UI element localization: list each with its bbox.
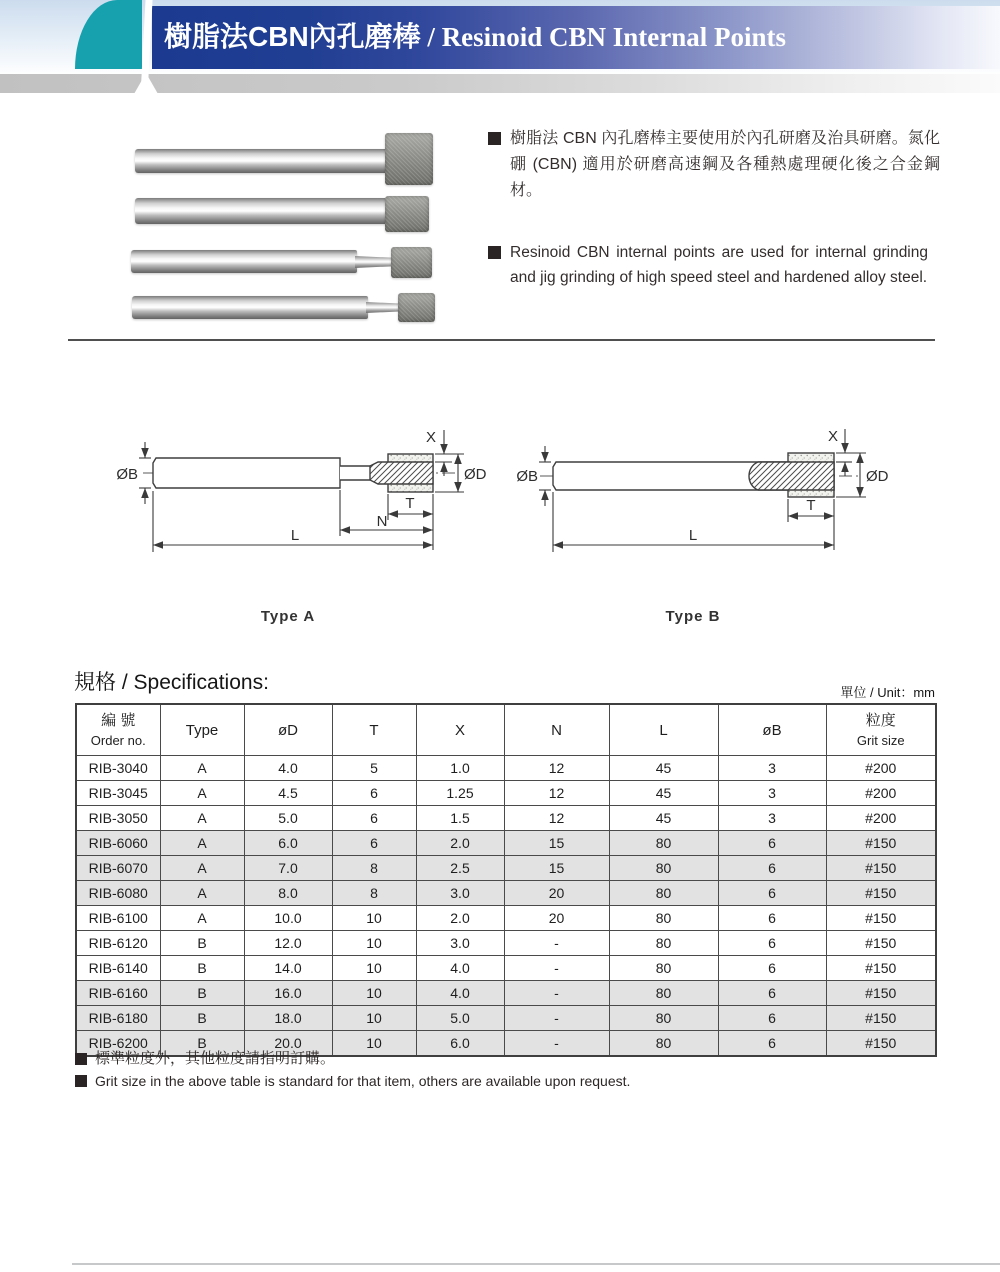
tool3-neck <box>355 256 393 268</box>
table-cell: 10 <box>332 1031 416 1057</box>
table-cell: 12 <box>504 806 609 831</box>
table-cell: 6 <box>718 981 826 1006</box>
table-row <box>76 931 936 956</box>
table-cell: 80 <box>609 981 718 1006</box>
table-cell: #150 <box>826 981 936 1006</box>
bullet-square-icon <box>75 1053 87 1065</box>
table-cell: 10 <box>332 956 416 981</box>
column-header: T <box>332 704 416 756</box>
table-cell: #200 <box>826 781 936 806</box>
table-row <box>76 831 936 856</box>
neck-body <box>340 467 370 480</box>
section-divider <box>68 339 935 341</box>
table-cell: 2.0 <box>416 906 504 931</box>
table-cell: A <box>160 756 244 781</box>
table-cell: 6 <box>718 831 826 856</box>
page-title-en: Resinoid CBN Internal Points <box>441 22 786 52</box>
table-cell: 8 <box>332 881 416 906</box>
tool4-neck <box>366 302 400 313</box>
table-row <box>76 781 936 806</box>
dim-label-layer: X <box>425 429 436 446</box>
table-cell: 3.0 <box>416 931 504 956</box>
dim-label-head-len: T <box>806 497 816 514</box>
table-cell: 20 <box>504 906 609 931</box>
table-cell: A <box>160 856 244 881</box>
bullet-square-icon <box>75 1075 87 1087</box>
table-cell: 80 <box>609 956 718 981</box>
table-cell: 5.0 <box>416 1006 504 1031</box>
bullet-square-icon <box>488 132 501 145</box>
table-cell: 6 <box>718 931 826 956</box>
table-cell: RIB-3040 <box>76 756 160 781</box>
table-cell: 20.0 <box>244 1031 332 1057</box>
table-cell: A <box>160 831 244 856</box>
table-cell: 80 <box>609 1006 718 1031</box>
table-cell: 80 <box>609 856 718 881</box>
table-cell: #150 <box>826 1006 936 1031</box>
table-cell: B <box>160 1006 244 1031</box>
page-title <box>152 6 1000 68</box>
table-cell: 45 <box>609 781 718 806</box>
table-cell: RIB-3045 <box>76 781 160 806</box>
table-cell: 15 <box>504 856 609 881</box>
table-cell: RIB-6080 <box>76 881 160 906</box>
table-cell: 10 <box>332 931 416 956</box>
dim-label-shank-dia: ØB <box>116 466 138 483</box>
specifications-table <box>75 703 937 1057</box>
table-cell: 3 <box>718 806 826 831</box>
table-cell: RIB-6160 <box>76 981 160 1006</box>
column-header: L <box>609 704 718 756</box>
column-header: Type <box>160 704 244 756</box>
column-header: øD <box>244 704 332 756</box>
table-row <box>76 806 936 831</box>
table-cell: A <box>160 781 244 806</box>
tool2-abrasive-head <box>385 196 429 232</box>
tool1-shaft <box>135 149 387 173</box>
table-cell: #200 <box>826 806 936 831</box>
table-cell: - <box>504 981 609 1006</box>
table-cell: 16.0 <box>244 981 332 1006</box>
intro-en-block <box>488 240 928 290</box>
table-row <box>76 881 936 906</box>
type-b-diagram <box>500 400 940 630</box>
page-title-divider: / <box>420 22 442 52</box>
intro-en-text: Resinoid CBN internal points are used for internal grinding and jig grinding of high speed steel and hardened alloy steel. <box>510 244 928 286</box>
table-cell: 10 <box>332 1006 416 1031</box>
column-header: 粒度 Grit size <box>826 704 936 756</box>
dim-label-shank-dia: ØB <box>516 468 538 485</box>
column-header: X <box>416 704 504 756</box>
table-cell: 4.0 <box>416 981 504 1006</box>
tool4-abrasive-head <box>398 293 435 322</box>
table-cell: 6 <box>332 831 416 856</box>
table-cell: 1.0 <box>416 756 504 781</box>
dim-label-layer: X <box>827 428 838 445</box>
type-a-caption: Type A <box>260 608 316 625</box>
tool3-shaft <box>131 250 357 273</box>
dim-label-head-dia: ØD <box>464 466 487 483</box>
type-a-diagram <box>60 400 500 630</box>
table-cell: #200 <box>826 756 936 781</box>
table-cell: 2.5 <box>416 856 504 881</box>
shaft-outline <box>153 458 340 488</box>
footer-line <box>72 1263 1000 1265</box>
table-cell: 10.0 <box>244 906 332 931</box>
tool4-shaft <box>132 296 368 319</box>
table-cell: 4.5 <box>244 781 332 806</box>
table-cell: 6.0 <box>416 1031 504 1057</box>
table-cell: RIB-3050 <box>76 806 160 831</box>
table-cell: 10 <box>332 981 416 1006</box>
intro-zh-text: 樹脂法 CBN 內孔磨棒主要使用於內孔研磨及治具研磨。氮化硼 (CBN) 適用於研磨高速鋼及各種熱處理硬化後之合金鋼材。 <box>510 130 940 199</box>
table-cell: B <box>160 1031 244 1057</box>
spec-table-body <box>76 756 936 1057</box>
table-cell: 3 <box>718 756 826 781</box>
intro-zh-block <box>488 126 940 204</box>
table-cell: - <box>504 1006 609 1031</box>
table-cell: 1.25 <box>416 781 504 806</box>
dim-label-head-dia: ØD <box>866 468 889 485</box>
table-cell: 3 <box>718 781 826 806</box>
tool1-abrasive-head <box>385 133 433 185</box>
column-header: N <box>504 704 609 756</box>
note-en-block <box>75 1072 875 1090</box>
table-cell: #150 <box>826 856 936 881</box>
table-row <box>76 981 936 1006</box>
table-cell: 7.0 <box>244 856 332 881</box>
core-shank <box>749 462 834 490</box>
table-cell: 45 <box>609 756 718 781</box>
table-cell: 8.0 <box>244 881 332 906</box>
table-cell: 2.0 <box>416 831 504 856</box>
table-cell: 6.0 <box>244 831 332 856</box>
tool3-abrasive-head <box>391 247 432 278</box>
table-cell: RIB-6060 <box>76 831 160 856</box>
dim-label-total-len: L <box>290 527 300 544</box>
page-title-zh: 樹脂法CBN內孔磨棒 <box>164 21 421 52</box>
table-row <box>76 756 936 781</box>
table-cell: 80 <box>609 1031 718 1057</box>
table-cell: A <box>160 906 244 931</box>
table-row <box>76 856 936 881</box>
dim-label-total-len: L <box>688 527 698 544</box>
table-cell: - <box>504 956 609 981</box>
table-cell: - <box>504 931 609 956</box>
table-cell: 12 <box>504 781 609 806</box>
table-cell: 5.0 <box>244 806 332 831</box>
table-cell: 6 <box>718 1031 826 1057</box>
unit-label: 單位 / Unit：mm <box>840 685 935 700</box>
table-cell: 14.0 <box>244 956 332 981</box>
table-cell: 10 <box>332 906 416 931</box>
table-cell: 12 <box>504 756 609 781</box>
type-b-caption: Type B <box>665 608 721 625</box>
table-cell: #150 <box>826 956 936 981</box>
table-cell: 3.0 <box>416 881 504 906</box>
table-cell: RIB-6070 <box>76 856 160 881</box>
table-cell: RIB-6100 <box>76 906 160 931</box>
table-cell: #150 <box>826 831 936 856</box>
table-cell: 18.0 <box>244 1006 332 1031</box>
gray-bar-notch <box>134 73 158 94</box>
table-cell: A <box>160 806 244 831</box>
table-cell: - <box>504 1031 609 1057</box>
table-cell: 15 <box>504 831 609 856</box>
dim-label-neck-len: N <box>376 513 388 530</box>
table-cell: RIB-6120 <box>76 931 160 956</box>
table-cell: RIB-6200 <box>76 1031 160 1057</box>
specifications-heading: 規格 / Specifications: <box>74 671 269 694</box>
table-cell: 12.0 <box>244 931 332 956</box>
table-cell: 80 <box>609 906 718 931</box>
table-cell: RIB-6180 <box>76 1006 160 1031</box>
table-cell: 8 <box>332 856 416 881</box>
table-row <box>76 906 936 931</box>
table-row <box>76 956 936 981</box>
table-cell: 6 <box>718 906 826 931</box>
table-cell: RIB-6140 <box>76 956 160 981</box>
table-cell: 20 <box>504 881 609 906</box>
table-cell: 6 <box>332 806 416 831</box>
table-cell: #150 <box>826 1031 936 1057</box>
table-cell: A <box>160 881 244 906</box>
table-cell: #150 <box>826 906 936 931</box>
table-cell: B <box>160 931 244 956</box>
table-cell: 80 <box>609 881 718 906</box>
table-cell: 80 <box>609 831 718 856</box>
note-zh-block <box>75 1050 775 1068</box>
table-cell: 6 <box>718 1006 826 1031</box>
table-row <box>76 1006 936 1031</box>
table-cell: 1.5 <box>416 806 504 831</box>
table-cell: 5 <box>332 756 416 781</box>
table-cell: 45 <box>609 806 718 831</box>
bullet-square-icon <box>488 246 501 259</box>
column-header: 編 號 Order no. <box>76 704 160 756</box>
table-cell: #150 <box>826 881 936 906</box>
column-header: øB <box>718 704 826 756</box>
spec-table-head-row <box>76 704 936 756</box>
core-shank <box>370 462 433 484</box>
tool2-shaft <box>135 198 387 224</box>
table-cell: 6 <box>332 781 416 806</box>
table-cell: 6 <box>718 881 826 906</box>
note-en-text: Grit size in the above table is standard for that item, others are available upon request. <box>95 1073 631 1089</box>
table-cell: 4.0 <box>416 956 504 981</box>
table-cell: 6 <box>718 856 826 881</box>
table-cell: 80 <box>609 931 718 956</box>
header-banner <box>152 6 1000 69</box>
table-cell: B <box>160 981 244 1006</box>
note-zh-text: 標準粒度外，其他粒度請指明訂購。 <box>95 1050 336 1067</box>
table-cell: B <box>160 956 244 981</box>
dim-label-head-len: T <box>405 495 415 512</box>
table-cell: 6 <box>718 956 826 981</box>
table-cell: 4.0 <box>244 756 332 781</box>
table-cell: #150 <box>826 931 936 956</box>
